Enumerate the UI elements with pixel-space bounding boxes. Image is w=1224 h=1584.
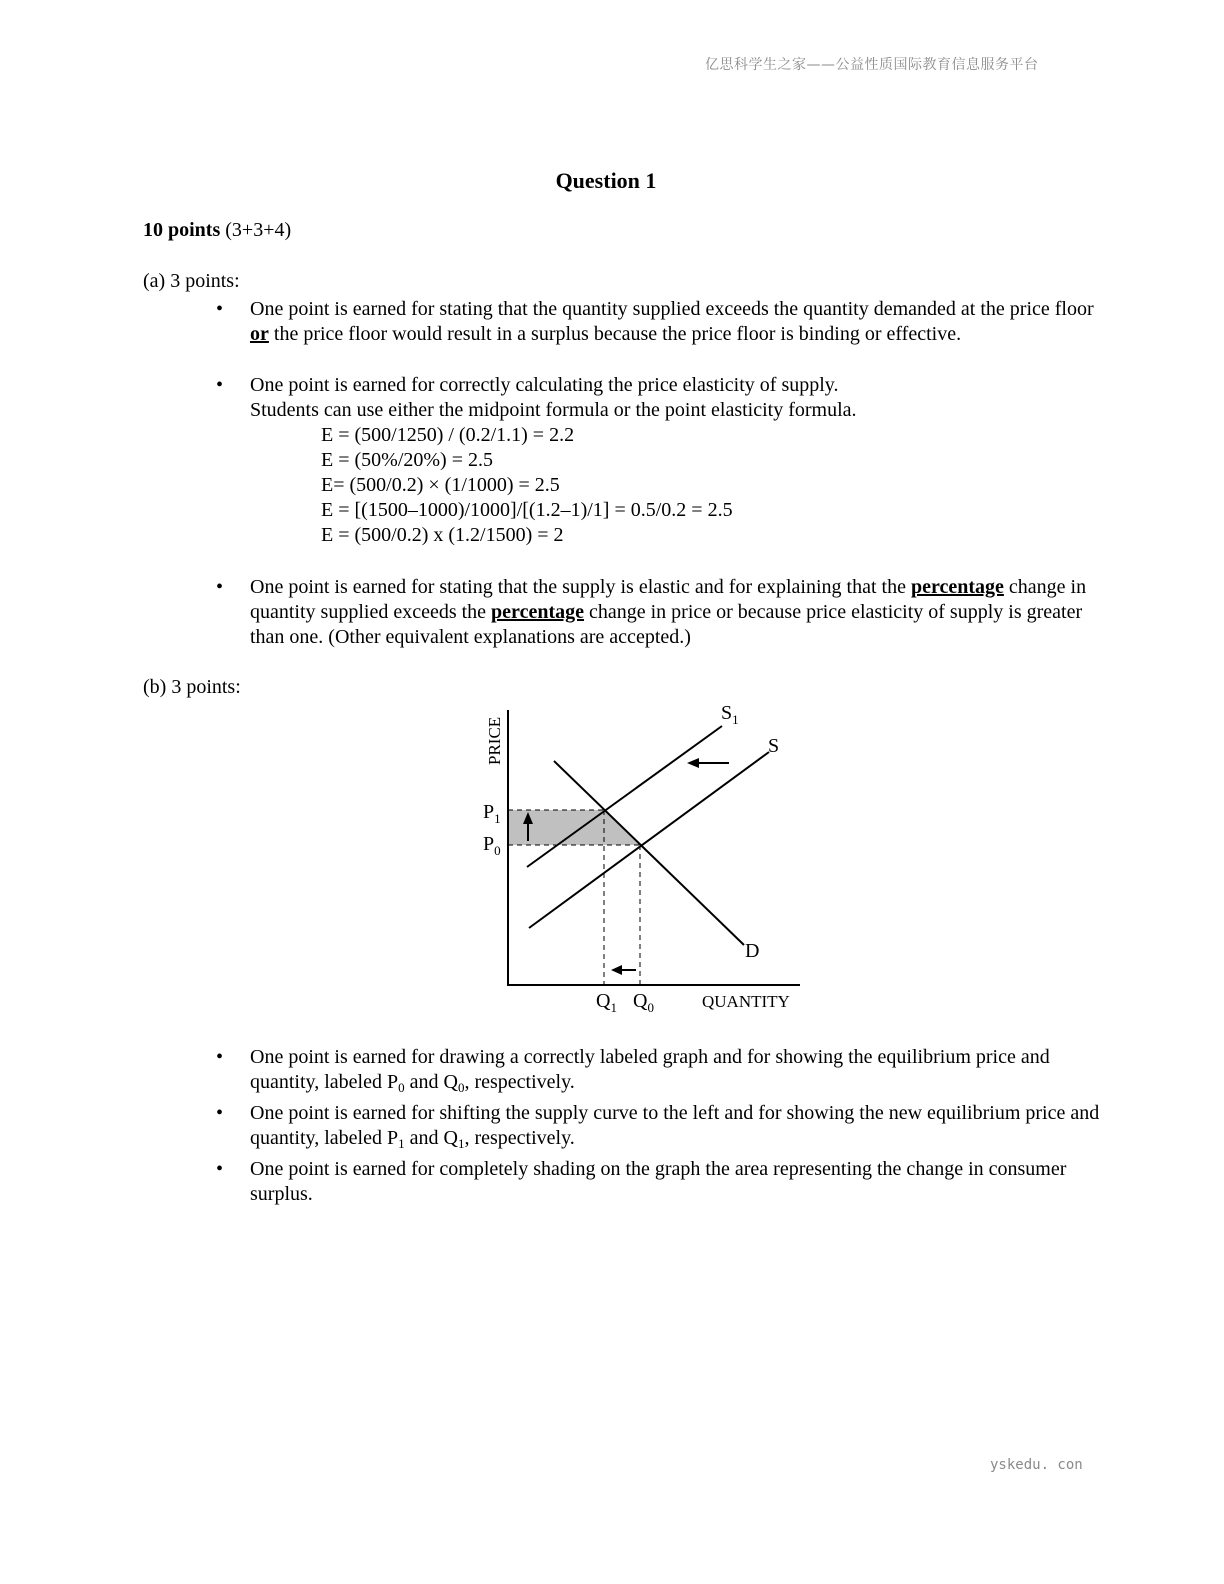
points-breakdown: (3+3+4) [225, 219, 292, 241]
curve-label-d: D [745, 940, 760, 962]
bullet-dot: • [216, 298, 224, 320]
curve-label-s1: $S_1$ [721, 702, 739, 727]
curve-label-s: S [768, 735, 780, 757]
points-label: 10 points [143, 219, 221, 241]
y-axis-label: PRICE [485, 716, 504, 765]
bullet-text: One point is earned for shifting the supply curve to the left and for showing the new equilibrium price and quantity, labeled $P_1$ and $Q_1$, respectively. [250, 1102, 1100, 1151]
x-axis-label: QUANTITY [702, 992, 790, 1011]
quantity-label-q0: $Q_0$ [633, 990, 654, 1015]
points-line [143, 219, 291, 242]
bullet-text: One point is earned for stating that the quantity supplied exceeds the quantity demanded at the price floor or the price floor would result in a surplus because the price floor is binding or effective. [250, 298, 1094, 345]
bullet-text: One point is earned for stating that the supply is elastic and for explaining that the percentage change in quantity supplied exceeds the percentage change in price or because price elasticity of supply is greater than one. (Other equivalent explanations are accepted.) [250, 576, 1087, 648]
bullet-text: One point is earned for drawing a correctly labeled graph and for showing the equilibrium price and quantity, labeled $P_0$ and $Q_0$, respectively. [250, 1046, 1050, 1095]
formula-4: E = [(1500–1000)/1000]/[(1.2–1)/1] = 0.5/0.2 = 2.5 [321, 499, 733, 521]
supply-demand-graph [470, 695, 815, 1025]
bullet-dot: • [216, 1102, 224, 1124]
bullet-text: One point is earned for correctly calculating the price elasticity of supply. Students can use either the midpoint formula or the point elasticity formula. E = (500/1250) / (0.2/1.1) = 2.2 E = (50%/20%) = 2.5 E= (500/0.2) × (1/1000) = 2.5 E = [(1500–1000)/1000]/[(1.2–1)/1] = 0.5/0.2 = 2.5 E = (500/0.2) x (1.2/1500) = 2 [250, 373, 1106, 548]
bullet-dot: • [216, 374, 224, 396]
footer-site-url: yskedu. con [990, 1457, 1083, 1473]
emphasis-percentage: percentage [491, 601, 584, 623]
bullet-dot: • [216, 576, 224, 598]
price-label-p1: $P_1$ [483, 801, 501, 826]
supply-curve-s1 [527, 726, 722, 867]
emphasis-or: or [250, 323, 269, 345]
demand-curve [554, 761, 744, 945]
quantity-left-arrow-icon [611, 965, 636, 975]
formula-5: E = (500/0.2) x (1.2/1500) = 2 [321, 524, 564, 546]
formula-2: E = (50%/20%) = 2.5 [321, 449, 493, 471]
shift-arrow-left-icon [687, 758, 729, 768]
formula-1: E = (500/1250) / (0.2/1.1) = 2.2 [321, 424, 575, 446]
bullet-dot: • [216, 1158, 224, 1180]
bullet-dot: • [216, 1046, 224, 1068]
part-a-label: (a) 3 points: [143, 270, 240, 292]
part-b-label: (b) 3 points: [143, 676, 241, 698]
question-title: Question 1 [555, 168, 657, 193]
price-label-p0: $P_0$ [483, 833, 501, 858]
emphasis-percentage: percentage [910, 576, 1004, 598]
formula-3: E= (500/0.2) × (1/1000) = 2.5 [321, 474, 560, 496]
bullet-text: One point is earned for completely shading on the graph the area representing the change in consumer surplus. [250, 1158, 1067, 1205]
quantity-label-q1: $Q_1$ [596, 990, 617, 1015]
header-site-note: 亿思科学生之家——公益性质国际教育信息服务平台 [705, 57, 1039, 73]
